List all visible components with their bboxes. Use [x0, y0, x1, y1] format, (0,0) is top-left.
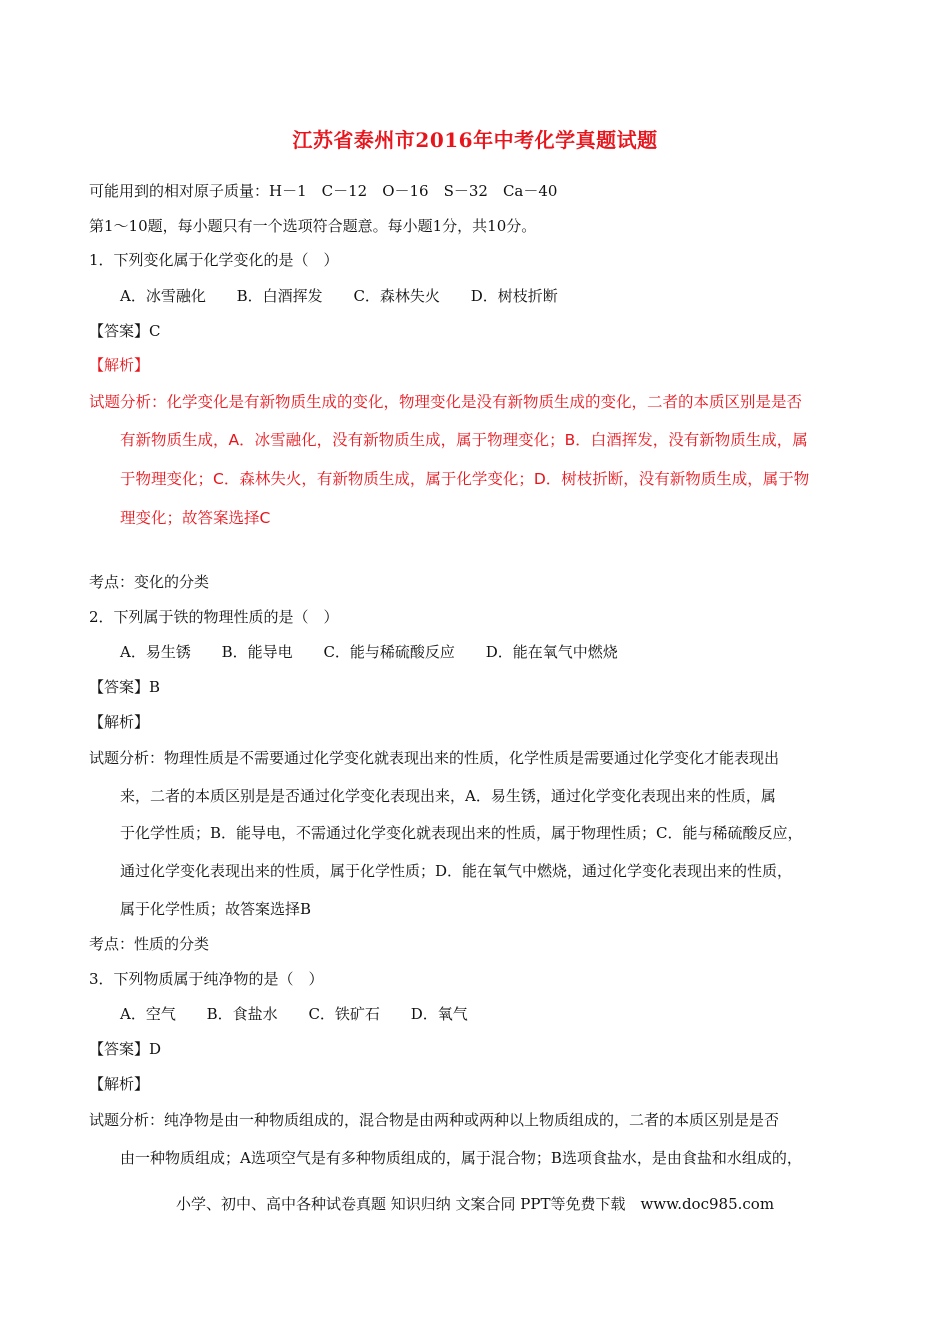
q2-stem: 2．下列属于铁的物理性质的是（ ）	[89, 608, 339, 626]
q2-point: 考点：性质的分类	[89, 935, 210, 953]
q2-option-d: D．能在氧气中燃烧	[485, 643, 618, 661]
q1-answer: 【答案】C	[89, 322, 161, 340]
q1-point: 考点：变化的分类	[89, 573, 210, 591]
q2-option-b: B．能导电	[221, 643, 293, 661]
q1-analysis-line-2: 有新物质生成，A．冰雪融化，没有新物质生成，属于物理变化；B．白酒挥发，没有新物质生成，属	[120, 431, 808, 449]
q3-analysis-line-2: 由一种物质组成；A选项空气是有多种物质组成的，属于混合物；B选项食盐水，是由食盐和水组成的，	[120, 1149, 802, 1167]
instructions-line: 第1～10题，每小题只有一个选项符合题意。每小题1分，共10分。	[89, 217, 537, 235]
q3-option-a: A．空气	[120, 1005, 176, 1023]
q2-option-a: A．易生锈	[120, 643, 191, 661]
q2-analysis-line-2: 来，二者的本质区别是是否通过化学变化表现出来，A．易生锈，通过化学变化表现出来的性质，属	[120, 787, 776, 805]
q2-options	[120, 642, 644, 662]
page-title: 江苏省泰州市2016年中考化学真题试题	[292, 128, 658, 152]
q3-options	[120, 1004, 494, 1024]
q3-option-c: C．铁矿石	[308, 1005, 380, 1023]
q2-analysis-line-5: 属于化学性质；故答案选择B	[120, 900, 312, 918]
atomic-mass-line: 可能用到的相对原子质量：H－1 C－12 O－16 S－32 Ca－40	[89, 182, 558, 200]
q1-analysis-label: 【解析】	[89, 356, 150, 374]
q2-analysis-label: 【解析】	[89, 713, 150, 731]
q2-answer: 【答案】B	[89, 678, 161, 696]
q1-analysis-line-3: 于物理变化；C．森林失火，有新物质生成，属于化学变化；D．树枝折断，没有新物质生成，属于物	[120, 470, 810, 488]
q1-option-d: D．树枝折断	[470, 287, 558, 305]
q1-analysis-line-4: 理变化；故答案选择C	[120, 509, 271, 527]
q1-options	[120, 286, 584, 306]
q3-analysis-line-1: 试题分析：纯净物是由一种物质组成的，混合物是由两种或两种以上物质组成的，二者的本质区别是是否	[89, 1111, 780, 1129]
q3-answer: 【答案】D	[89, 1040, 162, 1058]
q3-option-d: D．氧气	[410, 1005, 468, 1023]
q1-analysis-line-1: 试题分析：化学变化是有新物质生成的变化，物理变化是没有新物质生成的变化，二者的本质区别是是否	[89, 393, 803, 411]
q3-option-b: B．食盐水	[206, 1005, 278, 1023]
q2-option-c: C．能与稀硫酸反应	[323, 643, 455, 661]
q2-analysis-line-4: 通过化学变化表现出来的性质，属于化学性质；D．能在氧气中燃烧，通过化学变化表现出来的性质，	[120, 862, 793, 880]
q1-option-b: B．白酒挥发	[236, 287, 323, 305]
page-footer: 小学、初中、高中各种试卷真题 知识归纳 文案合同 PPT等免费下载 www.doc985.com	[175, 1195, 775, 1213]
q3-analysis-label: 【解析】	[89, 1075, 150, 1093]
q1-option-a: A．冰雪融化	[120, 287, 206, 305]
q1-stem: 1．下列变化属于化学变化的是（ ）	[89, 251, 339, 269]
q1-option-c: C．森林失火	[353, 287, 440, 305]
q2-analysis-line-1: 试题分析：物理性质是不需要通过化学变化就表现出来的性质，化学性质是需要通过化学变化才能表现出	[89, 749, 780, 767]
q2-analysis-line-3: 于化学性质；B．能导电，不需通过化学变化就表现出来的性质，属于物理性质；C．能与稀硫酸反应，	[120, 824, 803, 842]
q3-stem: 3．下列物质属于纯净物的是（ ）	[89, 970, 324, 988]
